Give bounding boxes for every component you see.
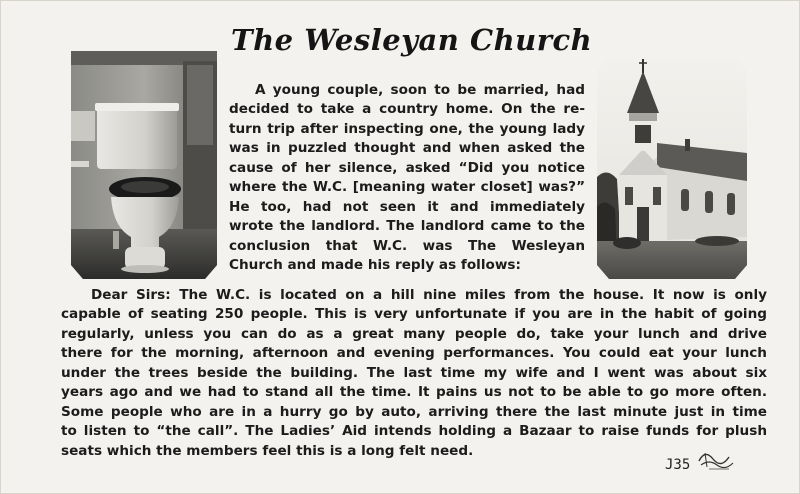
- intro-line: conclusion that W.C. was The Wesleyan: [229, 237, 585, 254]
- church-photo: [597, 57, 747, 279]
- letter-line: Dear Sirs: The W.C. is located on a hill nine miles from the house. It now is only: [91, 287, 767, 303]
- letter-line: under the trees beside the building. The last time my wife and I went was about six: [61, 364, 767, 381]
- page-title: The Wesleyan Church: [231, 23, 593, 57]
- letter-line: seats which the members feel this is a long felt need.: [61, 442, 474, 459]
- toilet-photo: [71, 51, 217, 279]
- intro-line: wrote the landlord. The landlord came to the: [229, 218, 585, 235]
- intro-line: A young couple, soon to be married, had: [255, 82, 585, 98]
- intro-line: cause of her silence, asked “Did you notice: [229, 159, 585, 176]
- letter-line: regularly, unless you can do as a great many people do, take your lunch and drive: [61, 325, 767, 342]
- intro-line: decided to take a country home. On the re-: [229, 101, 585, 118]
- letter-line: Some people who are in a hurry go by auto, arriving there the last minute just in time: [61, 403, 767, 420]
- intro-line: turn trip after inspecting one, the young lady: [229, 120, 585, 137]
- intro-paragraph: [229, 81, 585, 276]
- intro-line: Church and made his reply as follows:: [229, 257, 521, 274]
- intro-line: where the W.C. [meaning water closet] was?”: [229, 179, 585, 196]
- publisher-logo: [695, 447, 737, 475]
- card-code: J35: [665, 457, 691, 473]
- letter-line: there for the morning, afternoon and evening performances. You could eat your lunch: [61, 345, 767, 362]
- intro-line: He too, had not seen it and immediately: [229, 198, 585, 215]
- intro-line: was in puzzled thought and when asked the: [229, 140, 585, 157]
- letter-line: to listen to “the call”. The Ladies’ Aid intends holding a Bazaar to raise funds for plush: [61, 423, 767, 440]
- letter-paragraph: [61, 286, 767, 461]
- letter-line: years ago and we had to stand all the time. It pains us not to be able to go more often.: [61, 384, 767, 401]
- letter-line: capable of seating 250 people. This is very unfortunate if you are in the habit of going: [61, 306, 767, 323]
